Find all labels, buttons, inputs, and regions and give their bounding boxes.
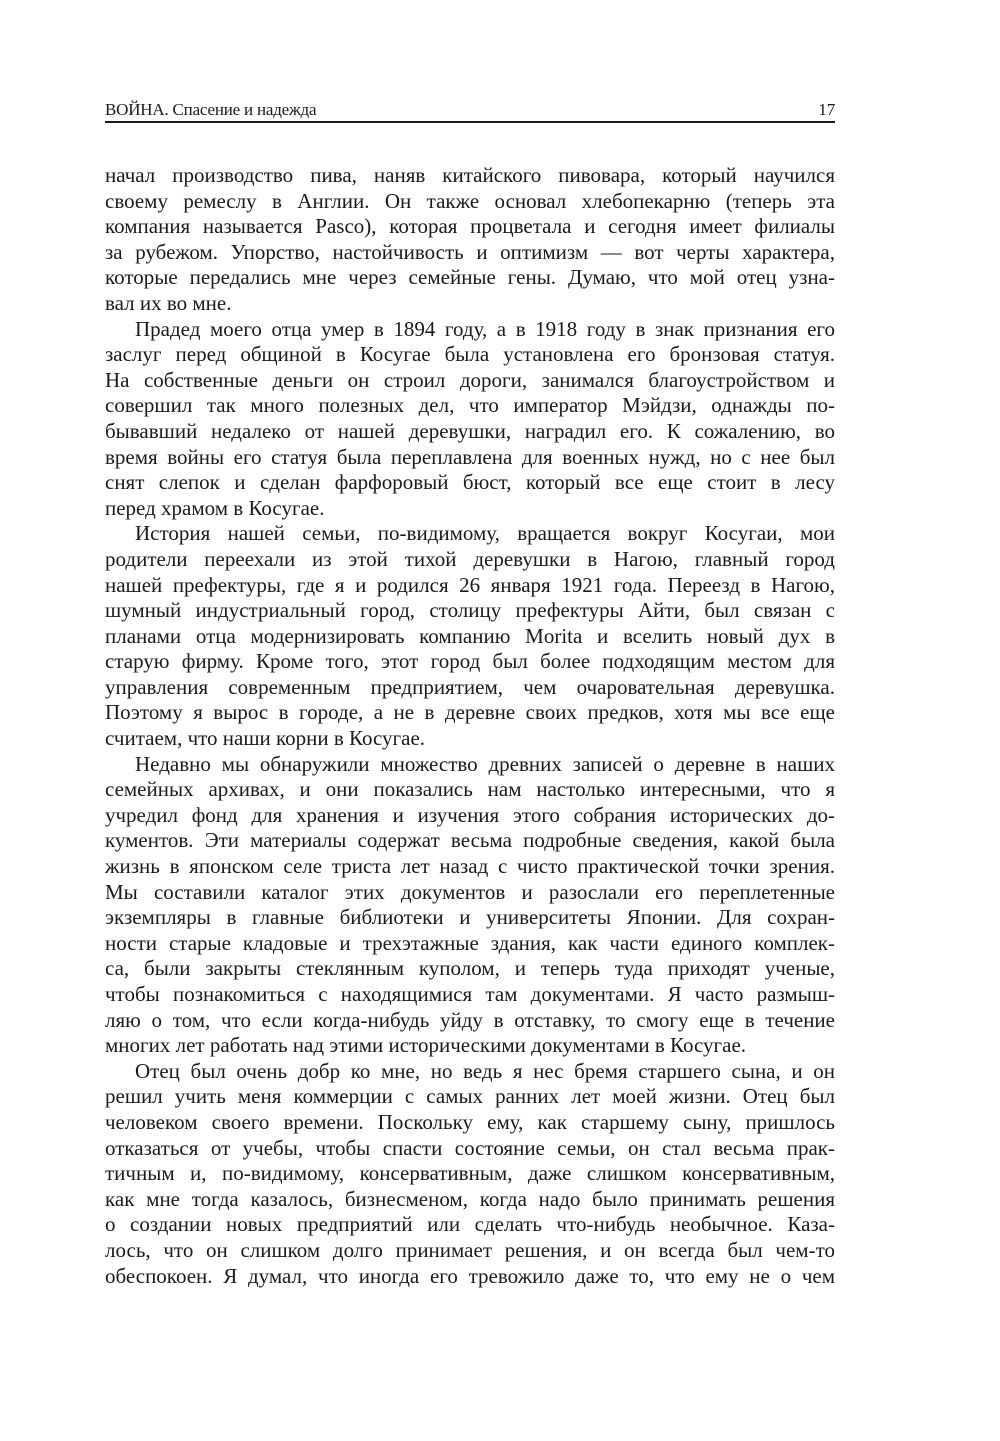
text-line: которые передались мне через семейные гены. Думаю, что мой отец узна- [105, 265, 835, 290]
text-line: человеком своего времени. Поскольку ему, как старшему сыну, пришлось [105, 1109, 835, 1134]
text-line: начал производство пива, наняв китайского пивовара, который научился [105, 163, 835, 187]
text-line: тичным и, по-видимому, консервативным, даже слишком консервативным, [105, 1161, 835, 1186]
text-line: время войны его статуя была переплавлена для военных нужд, но с нее был [105, 444, 835, 469]
text-line: своему ремеслу в Англии. Он также основал хлебопекарню (теперь эта [105, 188, 835, 213]
text-line: шумный индустриальный город, столицу префектуры Айти, был связан с [105, 598, 835, 623]
text-line: бывавший недалеко от нашей деревушки, наградил его. К сожалению, во [105, 418, 835, 443]
text-line: решил учить меня коммерции с самых ранних лет моей жизни. Отец был [105, 1084, 835, 1109]
text-line: снят слепок и сделан фарфоровый бюст, который все еще стоит в лесу [105, 470, 835, 495]
text-line: История нашей семьи, по-видимому, вращается вокруг Косугаи, мои [135, 521, 835, 546]
paragraph-3 [105, 521, 835, 751]
text-line: Недавно мы обнаружили множество древних записей о деревне в наших [135, 751, 835, 776]
book-page [105, 100, 835, 1289]
text-line: старую фирму. Кроме того, этот город был более подходящим местом для [105, 649, 835, 674]
text-line: компания называется Pasco), которая процветала и сегодня имеет филиалы [105, 214, 835, 239]
text-line: отказаться от учебы, чтобы спасти состояние семьи, он стал весьма прак- [105, 1135, 835, 1160]
text-line: заслуг перед общиной в Косугае была установлена его бронзовая статуя. [105, 342, 835, 367]
text-line: Отец был очень добр ко мне, но ведь я нес бремя старшего сына, и он [135, 1058, 835, 1083]
text-line: лось, что он слишком долго принимает решения, и он всегда был чем-то [105, 1237, 835, 1262]
text-line: На собственные деньги он строил дороги, занимался благоустройством и [105, 367, 835, 392]
text-line: Прадед моего отца умер в 1894 году, а в 1918 году в знак признания его [135, 316, 835, 341]
text-line: ности старые кладовые и трехэтажные здания, как части единого комплек- [105, 930, 835, 955]
text-line: учредил фонд для хранения и изучения этого собрания исторических до- [105, 802, 835, 827]
chapter-title: ВОЙНА. Спасение и надежда [105, 100, 317, 119]
text-line: жизнь в японском селе триста лет назад с чисто практической точки зрения. [105, 854, 835, 879]
text-line: ляю о том, что если когда-нибудь уйду в отставку, то смогу еще в течение [105, 1007, 835, 1032]
text-line: родители переехали из этой тихой деревушки в Нагою, главный город [105, 546, 835, 571]
text-line: планами отца модернизировать компанию Morita и вселить новый дух в [105, 623, 835, 648]
paragraph-5 [105, 1059, 835, 1289]
paragraph-4 [105, 752, 835, 1059]
text-line: экземпляры в главные библиотеки и университеты Японии. Для сохран- [105, 905, 835, 930]
text-line: нашей префектуры, где я и родился 26 января 1921 года. Переезд в Нагою, [105, 572, 835, 597]
text-line: считаем, что наши корни в Косугае. [105, 726, 426, 751]
text-line: вал их во мне. [105, 290, 232, 315]
text-line: как мне тогда казалось, бизнесменом, когда надо было принимать решения [105, 1186, 835, 1211]
text-line: кументов. Эти материалы содержат весьма подробные сведения, какой была [105, 828, 835, 853]
running-header [105, 100, 835, 123]
text-line: многих лет работать над этими историческими документами в Косугае. [105, 1033, 747, 1058]
text-line: са, были закрыты стеклянным куполом, и теперь туда приходят ученые, [105, 956, 835, 981]
text-line: Поэтому я вырос в городе, а не в деревне своих предков, хотя мы все еще [105, 700, 835, 725]
text-line: семейных архивах, и они показались нам настолько интересными, что я [105, 777, 835, 802]
text-line: чтобы познакомиться с находящимися там документами. Я часто размыш- [105, 982, 835, 1006]
body-text [105, 163, 835, 1289]
text-line: управления современным предприятием, чем очаровательная деревушка. [105, 674, 835, 699]
text-line: совершил так много полезных дел, что император Мэйдзи, однажды по- [105, 393, 835, 418]
text-line: обеспокоен. Я думал, что иногда его тревожило даже то, что ему не о чем [105, 1263, 835, 1288]
text-line: о создании новых предприятий или сделать что-нибудь необычное. Каза- [105, 1212, 835, 1237]
text-line: Мы составили каталог этих документов и разослали его переплетенные [105, 879, 835, 904]
paragraph-1 [105, 163, 835, 317]
page-number: 17 [818, 100, 835, 119]
text-line: за рубежом. Упорство, настойчивость и оптимизм — вот черты характера, [105, 239, 835, 264]
paragraph-2 [105, 317, 835, 522]
text-line: перед храмом в Косугае. [105, 495, 325, 520]
